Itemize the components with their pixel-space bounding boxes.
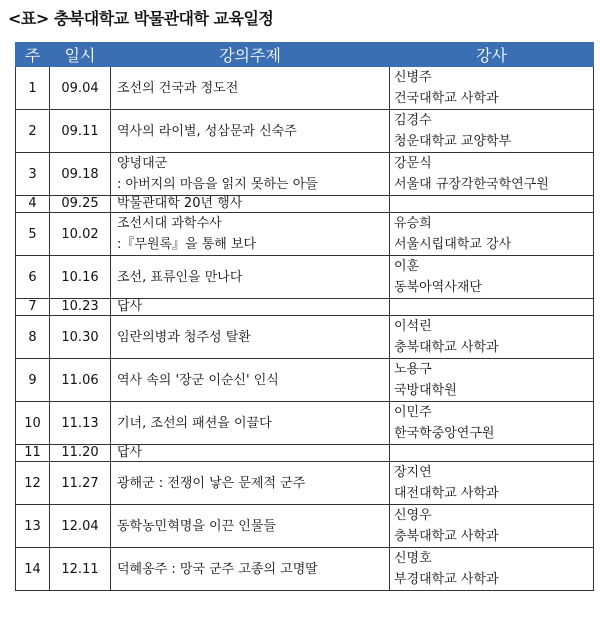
table-row [16, 402, 594, 445]
table-row [16, 110, 594, 153]
lecturer-cell [390, 256, 594, 299]
date-cell: 09.25 [50, 196, 111, 213]
header-row [16, 43, 594, 67]
lecturer-affiliation: 부경대학교 사학과 [394, 572, 499, 587]
topic-cell [111, 299, 390, 316]
week-cell: 13 [16, 505, 50, 548]
week-cell: 14 [16, 548, 50, 591]
lecturer-cell [390, 462, 594, 505]
topic-line: 답사 [117, 299, 143, 314]
lecturer-cell [390, 299, 594, 316]
topic-line: 조선의 건국과 정도전 [117, 80, 239, 96]
topic-cell [111, 256, 390, 299]
lecturer-affiliation: 동북아역사재단 [394, 280, 482, 295]
lecturer-cell [390, 445, 594, 462]
topic-line: 박물관대학 20년 행사 [117, 196, 243, 211]
lecturer-name: 신영우 [394, 508, 432, 523]
header-week: 주 [16, 43, 50, 67]
topic-cell [111, 196, 390, 213]
lecturer-cell [390, 67, 594, 110]
lecturer-affiliation: 대전대학교 사학과 [394, 486, 499, 501]
topic-line: 동학농민혁명을 이끈 인물들 [117, 518, 276, 534]
lecturer-name: 이민주 [394, 405, 432, 420]
topic-line: 임란의병과 청주성 탈환 [117, 329, 251, 345]
topic-line: 광해군 : 전쟁이 낳은 문제적 군주 [117, 475, 306, 491]
lecturer-affiliation: 서울대 규장각한국학연구원 [394, 177, 549, 192]
lecturer-affiliation: 한국학중앙연구원 [394, 426, 495, 441]
topic-line: 조선시대 과학수사 [117, 216, 222, 231]
topic-cell [111, 316, 390, 359]
date-cell: 11.27 [50, 462, 111, 505]
topic-cell [111, 402, 390, 445]
week-cell: 2 [16, 110, 50, 153]
lecturer-affiliation: 충북대학교 사학과 [394, 340, 499, 355]
date-cell: 11.13 [50, 402, 111, 445]
date-cell: 11.06 [50, 359, 111, 402]
lecturer-affiliation: 건국대학교 사학과 [394, 91, 499, 106]
table-row [16, 548, 594, 591]
week-cell: 10 [16, 402, 50, 445]
topic-line: 역사의 라이벌, 성삼문과 신숙주 [117, 123, 297, 139]
topic-line: 답사 [117, 445, 143, 460]
week-cell: 11 [16, 445, 50, 462]
week-cell: 3 [16, 153, 50, 196]
topic-cell [111, 110, 390, 153]
lecturer-cell [390, 402, 594, 445]
lecturer-name: 유승희 [394, 216, 432, 231]
date-cell: 09.18 [50, 153, 111, 196]
schedule-body [16, 67, 594, 591]
topic-cell [111, 213, 390, 256]
topic-cell [111, 445, 390, 462]
lecturer-affiliation: 서울시립대학교 강사 [394, 237, 512, 252]
topic-cell [111, 548, 390, 591]
lecturer-name: 신병주 [394, 70, 432, 85]
lecturer-cell [390, 196, 594, 213]
table-row [16, 359, 594, 402]
table-row [16, 196, 594, 213]
lecturer-cell [390, 213, 594, 256]
lecturer-name: 강문식 [394, 156, 432, 171]
table-row [16, 299, 594, 316]
table-caption: <표> 충북대학교 박물관대학 교육일정 [8, 9, 274, 28]
lecturer-cell [390, 110, 594, 153]
table-row [16, 256, 594, 299]
lecturer-cell [390, 316, 594, 359]
week-cell: 1 [16, 67, 50, 110]
topic-line: 기녀, 조선의 패션을 이끌다 [117, 415, 272, 431]
lecturer-cell [390, 505, 594, 548]
date-cell: 09.11 [50, 110, 111, 153]
topic-line: :『무원록』을 통해 보다 [117, 237, 257, 252]
lecturer-name: 신명호 [394, 551, 432, 566]
week-cell: 4 [16, 196, 50, 213]
topic-line: 조선, 표류인을 만나다 [117, 269, 243, 285]
lecturer-affiliation: 충북대학교 사학과 [394, 529, 499, 544]
lecturer-name: 장지연 [394, 465, 432, 480]
date-cell: 12.11 [50, 548, 111, 591]
topic-cell [111, 505, 390, 548]
week-cell: 12 [16, 462, 50, 505]
table-row [16, 153, 594, 196]
date-cell: 10.16 [50, 256, 111, 299]
lecturer-cell [390, 548, 594, 591]
table-row [16, 445, 594, 462]
table-row [16, 316, 594, 359]
date-cell: 10.02 [50, 213, 111, 256]
week-cell: 7 [16, 299, 50, 316]
table-row [16, 213, 594, 256]
week-cell: 5 [16, 213, 50, 256]
week-cell: 6 [16, 256, 50, 299]
date-cell: 09.04 [50, 67, 111, 110]
topic-line: 덕혜옹주 : 망국 군주 고종의 고명딸 [117, 561, 318, 577]
lecturer-name: 노용구 [394, 362, 432, 377]
header-date: 일시 [50, 43, 111, 67]
topic-cell [111, 359, 390, 402]
week-cell: 9 [16, 359, 50, 402]
week-cell: 8 [16, 316, 50, 359]
table-row [16, 505, 594, 548]
topic-cell [111, 67, 390, 110]
table-row [16, 462, 594, 505]
date-cell: 10.23 [50, 299, 111, 316]
schedule-table [15, 42, 594, 591]
topic-line: 역사 속의 '장군 이순신' 인식 [117, 372, 279, 388]
lecturer-cell [390, 359, 594, 402]
header-lecturer: 강사 [390, 43, 594, 67]
date-cell: 10.30 [50, 316, 111, 359]
lecturer-affiliation: 국방대학원 [394, 383, 457, 398]
lecturer-name: 김경수 [394, 113, 432, 128]
lecturer-affiliation: 청운대학교 교양학부 [394, 134, 512, 149]
topic-cell [111, 462, 390, 505]
table-row [16, 67, 594, 110]
lecturer-name: 이석린 [394, 319, 432, 334]
date-cell: 12.04 [50, 505, 111, 548]
header-topic: 강의주제 [111, 43, 390, 67]
topic-cell [111, 153, 390, 196]
lecturer-name: 이훈 [394, 259, 420, 274]
date-cell: 11.20 [50, 445, 111, 462]
lecturer-cell [390, 153, 594, 196]
topic-line: : 아버지의 마음을 읽지 못하는 아들 [117, 177, 318, 192]
topic-line: 양녕대군 [117, 156, 168, 171]
